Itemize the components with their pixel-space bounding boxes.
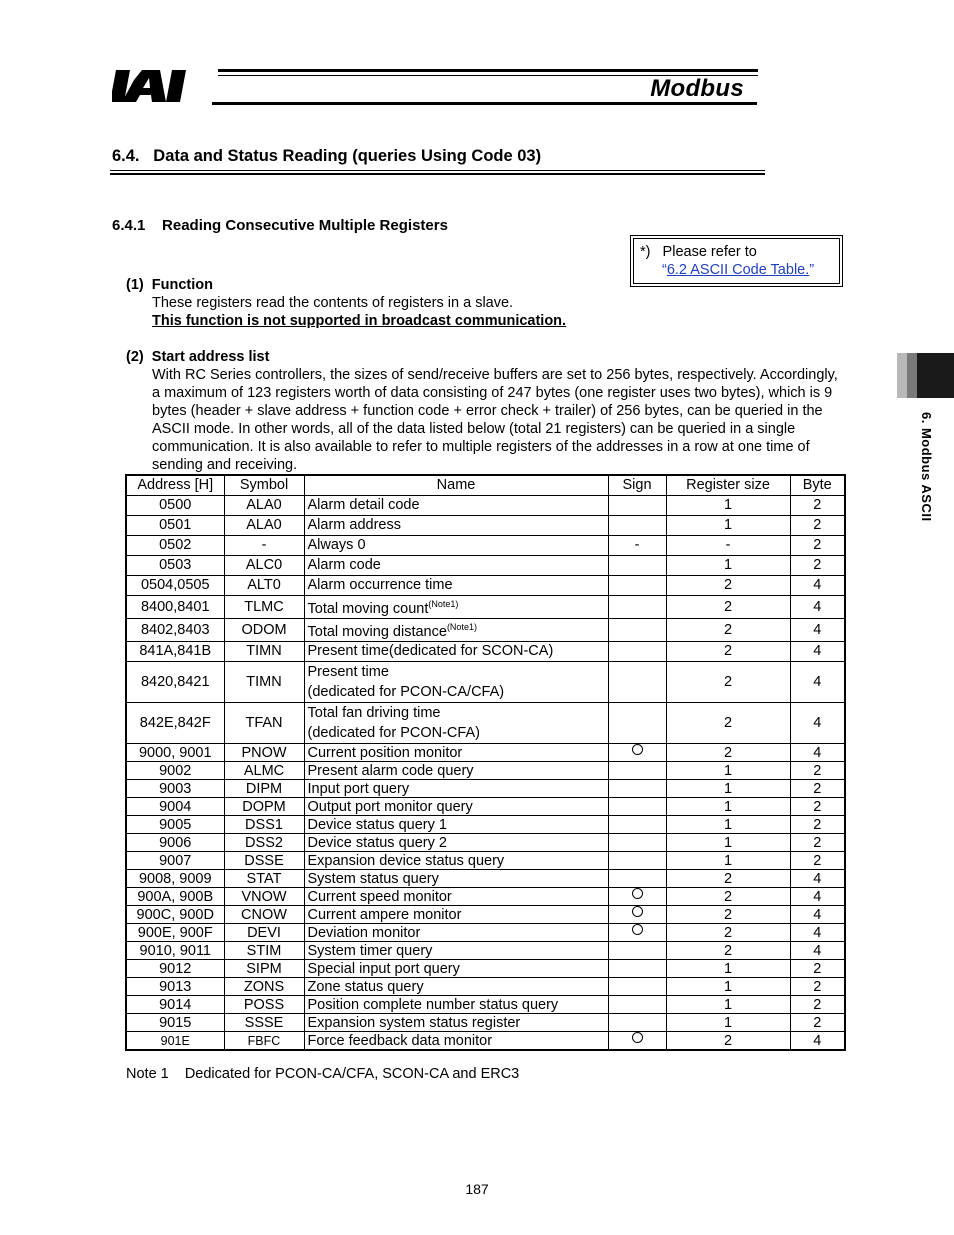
cell-register-size: 2 xyxy=(666,942,790,960)
cell-symbol: TLMC xyxy=(224,596,304,619)
header-rule-top xyxy=(218,69,758,72)
name-text: Zone status query xyxy=(307,978,424,995)
name-text: Current ampere monitor xyxy=(307,906,462,923)
cell-sign xyxy=(608,1014,666,1032)
name-text: Device status query 2 xyxy=(307,834,447,851)
cell-address: 8400,8401 xyxy=(126,596,224,619)
cell-address: 9006 xyxy=(126,834,224,852)
logo-text: IAI xyxy=(112,66,114,67)
name-text: Input port query xyxy=(307,780,410,797)
section-title: 6.4. Data and Status Reading (queries Using Code 03) xyxy=(112,147,542,165)
cell-byte: 2 xyxy=(790,536,845,556)
cell-symbol: CNOW xyxy=(224,906,304,924)
cell-sign xyxy=(608,662,666,703)
cell-name xyxy=(304,516,608,536)
cell-address: 0501 xyxy=(126,516,224,536)
cell-register-size: 2 xyxy=(666,576,790,596)
name-text: Alarm address xyxy=(307,517,401,533)
cell-address: 901E xyxy=(126,1032,224,1051)
cell-symbol: DOPM xyxy=(224,798,304,816)
cell-name xyxy=(304,906,608,924)
cell-name xyxy=(304,834,608,852)
table-row xyxy=(126,762,845,780)
register-table xyxy=(125,474,846,1051)
cell-symbol: DSS2 xyxy=(224,834,304,852)
sign-circle-icon xyxy=(632,906,643,917)
cell-address: 9002 xyxy=(126,762,224,780)
table-row xyxy=(126,942,845,960)
cell-address: 9014 xyxy=(126,996,224,1014)
cell-register-size: 2 xyxy=(666,619,790,642)
cell-byte: 2 xyxy=(790,1014,845,1032)
cell-register-size: 1 xyxy=(666,798,790,816)
cell-sign xyxy=(608,816,666,834)
cell-register-size: 2 xyxy=(666,642,790,662)
start-address-heading: (2) Start address list xyxy=(126,349,270,365)
cell-symbol: ZONS xyxy=(224,978,304,996)
cell-name xyxy=(304,942,608,960)
cell-sign xyxy=(608,576,666,596)
table-row xyxy=(126,978,845,996)
cell-symbol: PNOW xyxy=(224,744,304,762)
table-row xyxy=(126,596,845,619)
cell-address: 841A,841B xyxy=(126,642,224,662)
cell-address: 0503 xyxy=(126,556,224,576)
cell-name xyxy=(304,642,608,662)
name-text: Force feedback data monitor xyxy=(307,1032,493,1049)
name-text-line2: (dedicated for PCON-CA/CFA) xyxy=(307,684,505,700)
cell-sign xyxy=(608,852,666,870)
cell-symbol: - xyxy=(224,536,304,556)
cell-address: 9015 xyxy=(126,1014,224,1032)
name-text: Special input port query xyxy=(307,960,460,977)
cell-register-size: 2 xyxy=(666,744,790,762)
cell-name xyxy=(304,798,608,816)
cell-name xyxy=(304,816,608,834)
cell-sign xyxy=(608,642,666,662)
cell-sign xyxy=(608,780,666,798)
cell-register-size: 1 xyxy=(666,556,790,576)
cell-sign xyxy=(608,744,666,762)
col-symbol: Symbol xyxy=(224,475,304,496)
name-text: Alarm occurrence time xyxy=(307,577,453,593)
name-text: Total fan driving time xyxy=(307,705,441,721)
cell-address: 9003 xyxy=(126,780,224,798)
table-row xyxy=(126,870,845,888)
name-text: Expansion system status register xyxy=(307,1014,521,1031)
cell-name xyxy=(304,536,608,556)
side-tab-label: 6. Modbus ASCII xyxy=(919,412,934,522)
table-row xyxy=(126,516,845,536)
cell-symbol: DSS1 xyxy=(224,816,304,834)
cell-byte: 4 xyxy=(790,596,845,619)
cell-sign xyxy=(608,924,666,942)
cell-register-size: 1 xyxy=(666,978,790,996)
cell-sign xyxy=(608,942,666,960)
name-text: Always 0 xyxy=(307,537,366,553)
cell-address: 900A, 900B xyxy=(126,888,224,906)
table-row xyxy=(126,556,845,576)
note-line-1: *) Please refer to xyxy=(640,244,757,260)
name-text: Total moving distance xyxy=(307,624,447,640)
cell-register-size: - xyxy=(666,536,790,556)
cell-symbol: SIPM xyxy=(224,960,304,978)
cell-address: 9007 xyxy=(126,852,224,870)
cell-address: 9005 xyxy=(126,816,224,834)
cell-register-size: 1 xyxy=(666,996,790,1014)
cell-symbol: ALT0 xyxy=(224,576,304,596)
cell-name xyxy=(304,1014,608,1032)
cell-name xyxy=(304,596,608,619)
col-address: Address [H] xyxy=(126,475,224,496)
table-row xyxy=(126,834,845,852)
note-quote-close: ” xyxy=(809,262,815,278)
col-register-size: Register size xyxy=(666,475,790,496)
name-text: Position complete number status query xyxy=(307,996,559,1013)
cell-symbol: ODOM xyxy=(224,619,304,642)
cell-register-size: 2 xyxy=(666,662,790,703)
table-row xyxy=(126,496,845,516)
table-row xyxy=(126,996,845,1014)
cell-byte: 2 xyxy=(790,762,845,780)
cell-register-size: 2 xyxy=(666,1032,790,1051)
cell-byte: 4 xyxy=(790,619,845,642)
cell-sign xyxy=(608,888,666,906)
cell-address: 9010, 9011 xyxy=(126,942,224,960)
cell-byte: 4 xyxy=(790,1032,845,1051)
cell-address: 0504,0505 xyxy=(126,576,224,596)
cell-register-size: 2 xyxy=(666,924,790,942)
name-note-ref: (Note1) xyxy=(428,599,459,609)
cell-byte: 4 xyxy=(790,906,845,924)
cell-symbol: POSS xyxy=(224,996,304,1014)
cell-name xyxy=(304,496,608,516)
note-quote-open: “ xyxy=(662,262,667,278)
cell-address: 0500 xyxy=(126,496,224,516)
cell-register-size: 1 xyxy=(666,1014,790,1032)
table-row xyxy=(126,744,845,762)
table-row xyxy=(126,703,845,744)
name-text: Device status query 1 xyxy=(307,816,447,833)
table-row xyxy=(126,619,845,642)
name-text: Expansion device status query xyxy=(307,852,505,869)
cell-name xyxy=(304,924,608,942)
cell-byte: 2 xyxy=(790,996,845,1014)
cell-sign xyxy=(608,703,666,744)
cell-byte: 2 xyxy=(790,852,845,870)
col-name: Name xyxy=(304,475,608,496)
cell-byte: 2 xyxy=(790,816,845,834)
start-address-text: With RC Series controllers, the sizes of send/receive buffers are set to 256 bytes, respectively. Accordingly, a maximum of 123 registers worth of data consisting of 247 bytes (one register uses two bytes), which is 9 bytes (header + slave address + function code + error check + trailer) of 256 bytes, can be queried in the ASCII mode. In other words, all of the data listed below (total 21 registers) can be queried in a single communication. It is also available to refer to multiple registers of the addresses in a row at one time of sending and receiving. xyxy=(152,367,838,473)
cell-symbol: DEVI xyxy=(224,924,304,942)
cell-sign xyxy=(608,834,666,852)
table-row xyxy=(126,960,845,978)
cell-register-size: 1 xyxy=(666,496,790,516)
table-row xyxy=(126,852,845,870)
cell-byte: 2 xyxy=(790,960,845,978)
table-row xyxy=(126,780,845,798)
cell-address: 842E,842F xyxy=(126,703,224,744)
table-row xyxy=(126,536,845,556)
cell-name xyxy=(304,703,608,744)
cell-symbol: SSSE xyxy=(224,1014,304,1032)
cell-byte: 2 xyxy=(790,556,845,576)
name-text: Output port monitor query xyxy=(307,798,473,815)
cell-byte: 4 xyxy=(790,642,845,662)
table-row xyxy=(126,924,845,942)
cell-sign xyxy=(608,596,666,619)
cell-sign xyxy=(608,516,666,536)
cell-sign xyxy=(608,496,666,516)
cell-register-size: 1 xyxy=(666,834,790,852)
cell-name xyxy=(304,744,608,762)
cell-symbol: TIMN xyxy=(224,642,304,662)
cell-symbol: TFAN xyxy=(224,703,304,744)
table-row xyxy=(126,642,845,662)
reference-note-box xyxy=(633,238,840,284)
cell-byte: 2 xyxy=(790,516,845,536)
cell-byte: 2 xyxy=(790,834,845,852)
name-text-line2: (dedicated for PCON-CFA) xyxy=(307,725,480,741)
cell-register-size: 2 xyxy=(666,596,790,619)
cell-byte: 4 xyxy=(790,662,845,703)
cell-byte: 4 xyxy=(790,942,845,960)
sign-circle-icon xyxy=(632,744,643,755)
side-tab-dark xyxy=(917,353,954,398)
cell-register-size: 1 xyxy=(666,816,790,834)
cell-byte: 4 xyxy=(790,703,845,744)
cell-symbol: STAT xyxy=(224,870,304,888)
cell-name xyxy=(304,888,608,906)
cell-register-size: 1 xyxy=(666,516,790,536)
ascii-table-link[interactable]: 6.2 ASCII Code Table. xyxy=(666,262,810,278)
cell-symbol: ALMC xyxy=(224,762,304,780)
cell-byte: 4 xyxy=(790,576,845,596)
function-heading: (1) Function xyxy=(126,277,213,293)
name-text: Present time(dedicated for SCON-CA) xyxy=(307,643,554,659)
cell-byte: 4 xyxy=(790,924,845,942)
cell-sign xyxy=(608,762,666,780)
name-text: Current speed monitor xyxy=(307,888,452,905)
cell-symbol: VNOW xyxy=(224,888,304,906)
cell-symbol: FBFC xyxy=(224,1032,304,1051)
name-text: System timer query xyxy=(307,942,433,959)
table-row xyxy=(126,888,845,906)
side-tab-mid xyxy=(907,353,917,398)
cell-register-size: 1 xyxy=(666,852,790,870)
table-footnote: Note 1 Dedicated for PCON-CA/CFA, SCON-CA and ERC3 xyxy=(126,1066,520,1082)
note-line-2 xyxy=(662,261,814,279)
cell-name xyxy=(304,960,608,978)
col-sign: Sign xyxy=(608,475,666,496)
cell-byte: 2 xyxy=(790,496,845,516)
cell-sign xyxy=(608,870,666,888)
sign-circle-icon xyxy=(632,888,643,899)
cell-address: 9000, 9001 xyxy=(126,744,224,762)
side-tab-light xyxy=(897,353,907,398)
section-rule-thick xyxy=(110,173,765,175)
table-row xyxy=(126,576,845,596)
cell-byte: 4 xyxy=(790,744,845,762)
cell-register-size: 2 xyxy=(666,703,790,744)
cell-name xyxy=(304,576,608,596)
name-text: Current position monitor xyxy=(307,744,463,761)
sign-circle-icon xyxy=(632,924,643,935)
cell-register-size: 2 xyxy=(666,870,790,888)
col-byte: Byte xyxy=(790,475,845,496)
cell-sign xyxy=(608,906,666,924)
cell-name xyxy=(304,870,608,888)
table-row xyxy=(126,906,845,924)
cell-sign xyxy=(608,996,666,1014)
cell-byte: 2 xyxy=(790,978,845,996)
table-row xyxy=(126,1032,845,1051)
name-note-ref: (Note1) xyxy=(446,622,477,632)
cell-name xyxy=(304,556,608,576)
cell-sign: - xyxy=(608,536,666,556)
table-row xyxy=(126,1014,845,1032)
cell-byte: 4 xyxy=(790,888,845,906)
name-text: System status query xyxy=(307,870,439,887)
cell-name xyxy=(304,762,608,780)
cell-name xyxy=(304,780,608,798)
cell-address: 8420,8421 xyxy=(126,662,224,703)
cell-name xyxy=(304,852,608,870)
cell-address: 900C, 900D xyxy=(126,906,224,924)
cell-sign xyxy=(608,798,666,816)
cell-name xyxy=(304,662,608,703)
cell-address: 9008, 9009 xyxy=(126,870,224,888)
cell-address: 0502 xyxy=(126,536,224,556)
header-title: Modbus xyxy=(650,75,744,102)
cell-sign xyxy=(608,1032,666,1051)
name-text: Present time xyxy=(307,664,389,680)
cell-register-size: 1 xyxy=(666,762,790,780)
cell-name xyxy=(304,978,608,996)
cell-register-size: 2 xyxy=(666,906,790,924)
cell-symbol: ALA0 xyxy=(224,516,304,536)
cell-symbol: DSSE xyxy=(224,852,304,870)
sign-circle-icon xyxy=(632,1032,643,1043)
iai-logo xyxy=(112,66,212,106)
cell-register-size: 1 xyxy=(666,960,790,978)
cell-symbol: ALC0 xyxy=(224,556,304,576)
name-text: Total moving count xyxy=(307,601,429,617)
cell-address: 900E, 900F xyxy=(126,924,224,942)
cell-address: 9012 xyxy=(126,960,224,978)
cell-address: 9004 xyxy=(126,798,224,816)
cell-address: 8402,8403 xyxy=(126,619,224,642)
broadcast-warning: This function is not supported in broadcast communication. xyxy=(152,313,567,329)
name-text: Alarm detail code xyxy=(307,497,420,513)
cell-register-size: 1 xyxy=(666,780,790,798)
table-row xyxy=(126,816,845,834)
cell-name xyxy=(304,996,608,1014)
table-row xyxy=(126,662,845,703)
cell-byte: 4 xyxy=(790,870,845,888)
subsection-title: 6.4.1 Reading Consecutive Multiple Registers xyxy=(112,217,448,234)
cell-symbol: DIPM xyxy=(224,780,304,798)
cell-symbol: ALA0 xyxy=(224,496,304,516)
cell-name xyxy=(304,1032,608,1051)
section-rule-thin xyxy=(110,170,765,171)
cell-sign xyxy=(608,960,666,978)
function-text: These registers read the contents of registers in a slave. xyxy=(152,295,514,311)
cell-byte: 2 xyxy=(790,780,845,798)
cell-symbol: TIMN xyxy=(224,662,304,703)
cell-sign xyxy=(608,556,666,576)
cell-sign xyxy=(608,619,666,642)
cell-sign xyxy=(608,978,666,996)
table-row xyxy=(126,798,845,816)
name-text: Present alarm code query xyxy=(307,762,474,779)
register-table-body xyxy=(126,496,845,1051)
cell-symbol: STIM xyxy=(224,942,304,960)
cell-register-size: 2 xyxy=(666,888,790,906)
cell-address: 9013 xyxy=(126,978,224,996)
name-text: Deviation monitor xyxy=(307,924,421,941)
name-text: Alarm code xyxy=(307,557,381,573)
cell-name xyxy=(304,619,608,642)
page-number: 187 xyxy=(465,1181,489,1197)
cell-byte: 2 xyxy=(790,798,845,816)
